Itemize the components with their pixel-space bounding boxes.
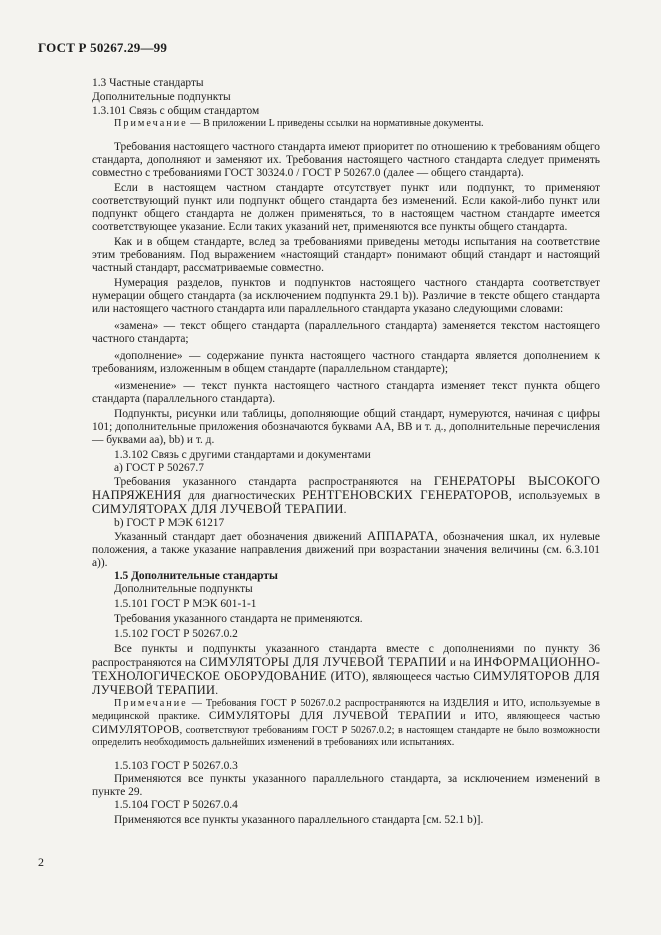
section-1-3-101-title: 1.3.101 Связь с общим стандартом — [92, 105, 260, 117]
term-radiotherapy-simulators: СИМУЛЯТОРОВ ДЛЯ ЛУЧЕВОЙ ТЕРАПИИ — [92, 668, 601, 697]
term-radiotherapy-simulators: СИМУЛЯТОРАХ ДЛЯ ЛУЧЕВОЙ ТЕРАПИИ — [92, 501, 344, 516]
text-run: для диагностических — [181, 489, 303, 502]
text-run: . — [343, 503, 347, 516]
document-body — [92, 76, 600, 827]
section-1-3-title: 1.3 Частные стандарты — [92, 77, 204, 89]
paragraph-numbering: Нумерация разделов, пунктов и подпунктов настоящего частного стандарта соответствует нумерации общего стандарта (за исключением подпункта 29.1 b)). Различие в тексте общего стандарта или настоящего частного стандарта или параллельного стандарта указано следующими словами: — [92, 276, 600, 315]
section-1-5-101-title: 1.5.101 ГОСТ Р МЭК 601-1-1 — [114, 597, 257, 610]
text-run: , используемых в — [508, 489, 600, 502]
section-1-5-101-text: Требования указанного стандарта не применяются. — [114, 612, 363, 625]
section-1-5-104-title: 1.5.104 ГОСТ Р 50267.0.4 — [114, 798, 238, 811]
item-b-label: b) ГОСТ Р МЭК 61217 — [114, 516, 225, 529]
note-annex-l — [92, 118, 600, 131]
item-b-text — [92, 530, 600, 570]
section-1-3-102-title: 1.3.102 Связь с другими стандартами и документами — [114, 448, 371, 461]
note-label: Примечание — [114, 697, 188, 709]
note-50267-0-2 — [92, 698, 600, 750]
paragraph-subclauses: Подпункты, рисунки или таблицы, дополняющие общий стандарт, нумеруются, начиная с цифры 101; дополнительные приложения обозначаются буквами АА, ВВ и т. д., дополнительные перечисления— буквами аа), bb) и т. д. — [92, 407, 600, 446]
text-run: , обозначения шкал, их нулевые положения, а также указание направления движений при возрастании значения величины (см. 6.3.101 а)). — [92, 530, 600, 569]
page-number: 2 — [38, 855, 44, 869]
section-1-5-102-text — [92, 643, 600, 698]
text-run: и на — [446, 656, 474, 669]
paragraph-amendment: «изменение» — текст пункта настоящего частного стандарта изменяет текст пункта общего стандарта (параллельного стандарта). — [92, 379, 600, 405]
section-1-5-102-title: 1.5.102 ГОСТ Р 50267.0.2 — [114, 627, 238, 640]
section-1-3-subtitle: Дополнительные подпункты — [92, 91, 231, 103]
item-a-label: a) ГОСТ Р 50267.7 — [114, 461, 204, 474]
paragraph-test-methods: Как и в общем стандарте, вслед за требованиями приведены методы испытания на соответствие этим требованиям. Под выражением «настоящий стандарт» понимают общий стандарт и настоящий частный стандарт, рассматриваемые совместно. — [92, 235, 600, 274]
term-simulators: СИМУЛЯТОРОВ — [92, 723, 180, 736]
term-radiotherapy-simulators: СИМУЛЯТОРЫ ДЛЯ ЛУЧЕВОЙ ТЕРАПИИ — [208, 710, 452, 722]
text-run: и ИТО, являющееся частью — [451, 711, 600, 722]
text-run: . — [215, 684, 219, 697]
text-run: — Требования ГОСТ Р 50267.0.2 распространяются на ИЗДЕЛИЯ и ИТО, используемые в медицинской практике. — [92, 697, 600, 722]
paragraph-addition: «дополнение» — содержание пункта настоящего частного стандарта является дополнением к требованиям, изложенным в общем стандарте (параллельном стандарте); — [92, 349, 600, 375]
text-run: Указанный стандарт дает обозначения движений — [114, 530, 368, 543]
paragraph-replacement: «замена» — текст общего стандарта (параллельного стандарта) заменяется текстом настоящего частного стандарта; — [92, 319, 600, 345]
section-1-5-104-text: Применяются все пункты указанного параллельного стандарта [см. 52.1 b)]. — [114, 813, 484, 826]
term-radiotherapy-simulators: СИМУЛЯТОРЫ ДЛЯ ЛУЧЕВОЙ ТЕРАПИИ — [199, 654, 447, 669]
note-text: — В приложении L приведены ссылки на нормативные документы. — [187, 118, 484, 129]
text-run: Требования указанного стандарта распространяются на — [114, 475, 434, 488]
item-a-text — [92, 475, 600, 517]
section-1-5-103-title: 1.5.103 ГОСТ Р 50267.0.3 — [114, 759, 238, 772]
term-high-voltage-generators: ГЕНЕРАТОРЫ ВЫСОКОГО НАПРЯЖЕНИЯ — [92, 473, 600, 502]
section-1-5-title: 1.5 Дополнительные стандарты — [114, 569, 278, 582]
paragraph-absent-items: Если в настоящем частном стандарте отсутствует пункт или подпункт, то применяют соответствующий пункт или подпункт общего стандарта без изменений. Если какой-либо пункт или подпункт общего стандарта не должен применяться, то в настоящем частном стандарте имеется соответствующее указание. Если таких указаний нет, применяются все пункты общего стандарта. — [92, 181, 600, 233]
paragraph-priority: Требования настоящего частного стандарта имеют приоритет по отношению к требованиям общего стандарта, дополняют и заменяют их. Требования настоящего частного стандарта следует применять совместно с требованиями ГОСТ 30324.0 / ГОСТ Р 50267.0 (далее — общего стандарта). — [92, 140, 600, 179]
text-run: , соответствуют требованиям ГОСТ Р 50267.0.2; в настоящем стандарте не было возможности определить необходимость дальнейших изменений в требованиях или испытаниях. — [92, 724, 600, 748]
term-apparatus: АППАРАТА — [367, 528, 435, 543]
text-run: , являющееся частью — [365, 670, 474, 683]
document-code-header: ГОСТ Р 50267.29—99 — [38, 40, 168, 55]
section-1-5-103-text: Применяются все пункты указанного параллельного стандарта, за исключением изменений в пункте 29. — [92, 772, 600, 798]
text-run: Все пункты и подпункты указанного стандарта вместе с дополнениями по пункту 36 распространяются на — [92, 642, 600, 669]
term-it-equipment: ИНФОРМАЦИОННО-ТЕХНОЛОГИЧЕСКОЕ ОБОРУДОВАНИЕ (ИТО) — [92, 654, 601, 683]
section-1-5-subtitle: Дополнительные подпункты — [114, 582, 253, 595]
note-label: Примечание — [114, 118, 188, 129]
term-x-ray-generators: РЕНТГЕНОВСКИХ ГЕНЕРАТОРОВ — [302, 487, 509, 502]
